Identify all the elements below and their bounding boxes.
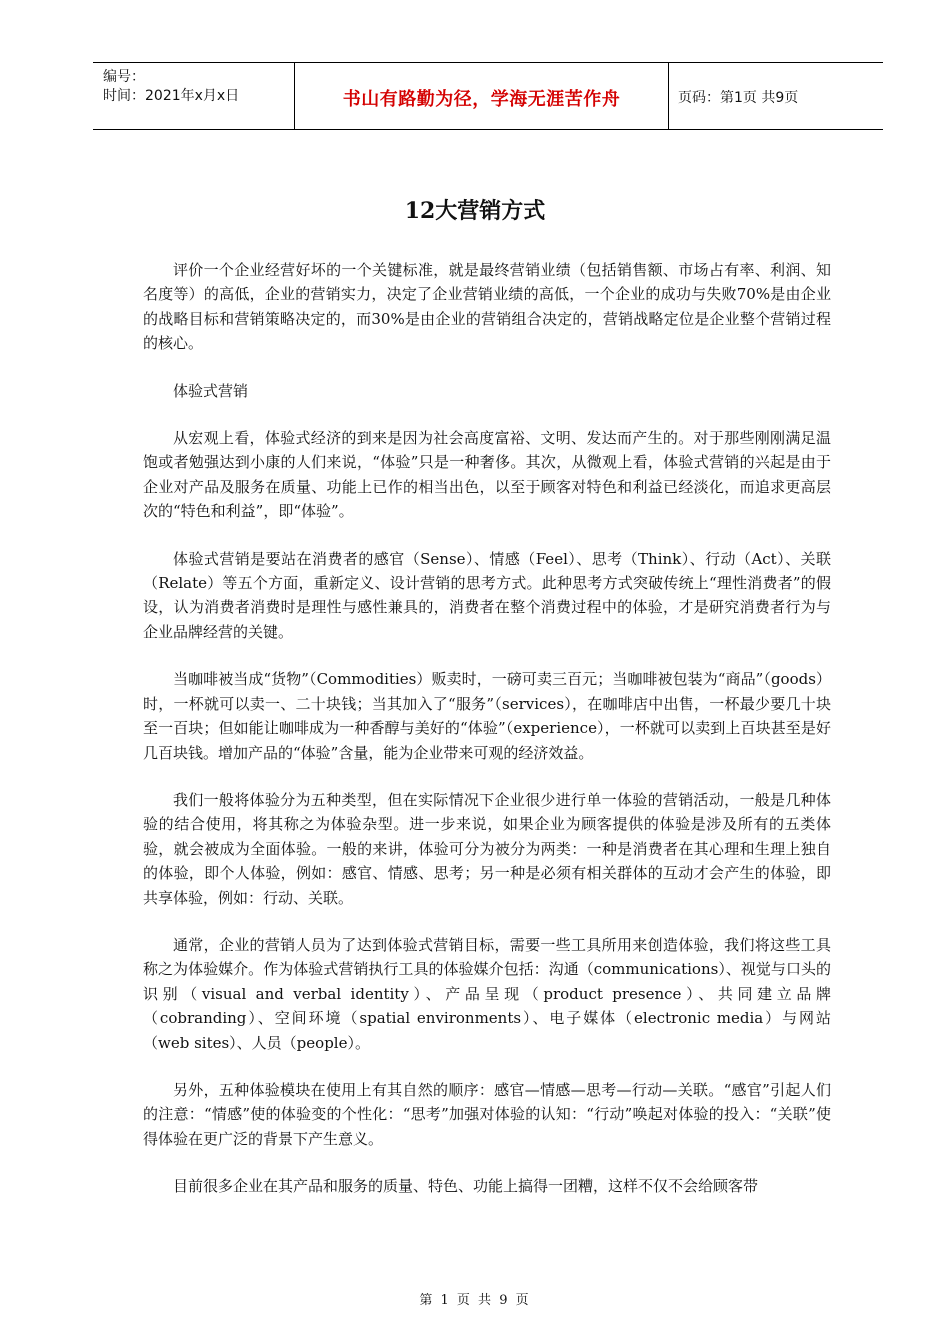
document-title: 12大营销方式 bbox=[404, 198, 546, 224]
header-page-info: 页码：第1页 共9页 bbox=[678, 90, 799, 106]
header-page-cell bbox=[668, 63, 883, 129]
paragraph: 当咖啡被当成“货物”（Commodities）贩卖时，一磅可卖三百元；当咖啡被包装为“商品”（goods）时，一杯就可以卖一、二十块钱；当其加入了“服务”（services），在咖啡店中出售，一杯最少要几十块至一百块；但如能让咖啡成为一种香醇与美好的“体验”（experience），一杯就可以卖到上百块甚至是好几百块钱。增加产品的“体验”含量，能为企业带来可观的经济效益。 bbox=[143, 670, 831, 762]
header-meta-cell bbox=[93, 63, 294, 129]
header-motto-cell bbox=[294, 63, 669, 129]
header-motto: 书山有路勤为径，学海无涯苦作舟 bbox=[342, 89, 621, 110]
page-header bbox=[93, 62, 883, 130]
section-heading: 体验式营销 bbox=[173, 381, 249, 400]
paragraph: 从宏观上看，体验式经济的到来是因为社会高度富裕、文明、发达而产生的。对于那些刚刚满足温饱或者勉强达到小康的人们来说，“体验”只是一种奢侈。其次，从微观上看，体验式营销的兴起是由于企业对产品及服务在质量、功能上已作的相当出色，以至于顾客对特色和利益已经淡化，而追求更高层次的“特色和利益”，即“体验”。 bbox=[143, 429, 831, 521]
document-number-label: 编号： bbox=[103, 69, 145, 85]
document-date-label: 时间：2021年x月x日 bbox=[103, 88, 240, 104]
paragraph: 通常，企业的营销人员为了达到体验式营销目标，需要一些工具所用来创造体验，我们将这些工具称之为体验媒介。作为体验式营销执行工具的体验媒介包括：沟通（communications）、视觉与口头的识别（visual and verbal identity）、产品呈现（product presence）、共同建立品牌（cobranding）、空间环境（spatial environments）、电子媒体（electronic media）与网站（web sites）、人员（people）。 bbox=[143, 935, 831, 1052]
paragraph: 体验式营销是要站在消费者的感官（Sense）、情感（Feel）、思考（Think）、行动（Act）、关联（Relate）等五个方面，重新定义、设计营销的思考方式。此种思考方式突破传统上“理性消费者”的假设，认为消费者消费时是理性与感性兼具的，消费者在整个消费过程中的体验，才是研究消费者行为与企业品牌经营的关键。 bbox=[143, 549, 831, 641]
paragraph: 另外，五种体验模块在使用上有其自然的顺序：感官—情感—思考—行动—关联。“感官”引起人们的注意：“情感”使的体验变的个性化：“思考”加强对体验的认知：“行动”唤起对体验的投入：“关联”使得体验在更广泛的背景下产生意义。 bbox=[143, 1080, 831, 1148]
paragraph: 目前很多企业在其产品和服务的质量、特色、功能上搞得一团糟，这样不仅不会给顾客带 bbox=[173, 1177, 759, 1196]
document-body bbox=[143, 258, 831, 1222]
page-footer: 第 1 页 共 9 页 bbox=[419, 1293, 531, 1308]
paragraph: 我们一般将体验分为五种类型，但在实际情况下企业很少进行单一体验的营销活动，一般是几种体验的结合使用，将其称之为体验杂型。进一步来说，如果企业为顾客提供的体验是涉及所有的五类体验，就会被成为全面体验。一般的来讲，体验可分为被分为两类：一种是消费者在其心理和生理上独自的体验，即个人体验，例如：感官、情感、思考；另一种是必须有相关群体的互动才会产生的体验，即共享体验，例如：行动、关联。 bbox=[143, 790, 831, 907]
paragraph-intro: 评价一个企业经营好坏的一个关键标准，就是最终营销业绩（包括销售额、市场占有率、利润、知名度等）的高低，企业的营销实力，决定了企业营销业绩的高低，一个企业的成功与失败70%是由企业的战略目标和营销策略决定的，而30%是由企业的营销组合决定的，营销战略定位是企业整个营销过程的核心。 bbox=[143, 261, 831, 353]
